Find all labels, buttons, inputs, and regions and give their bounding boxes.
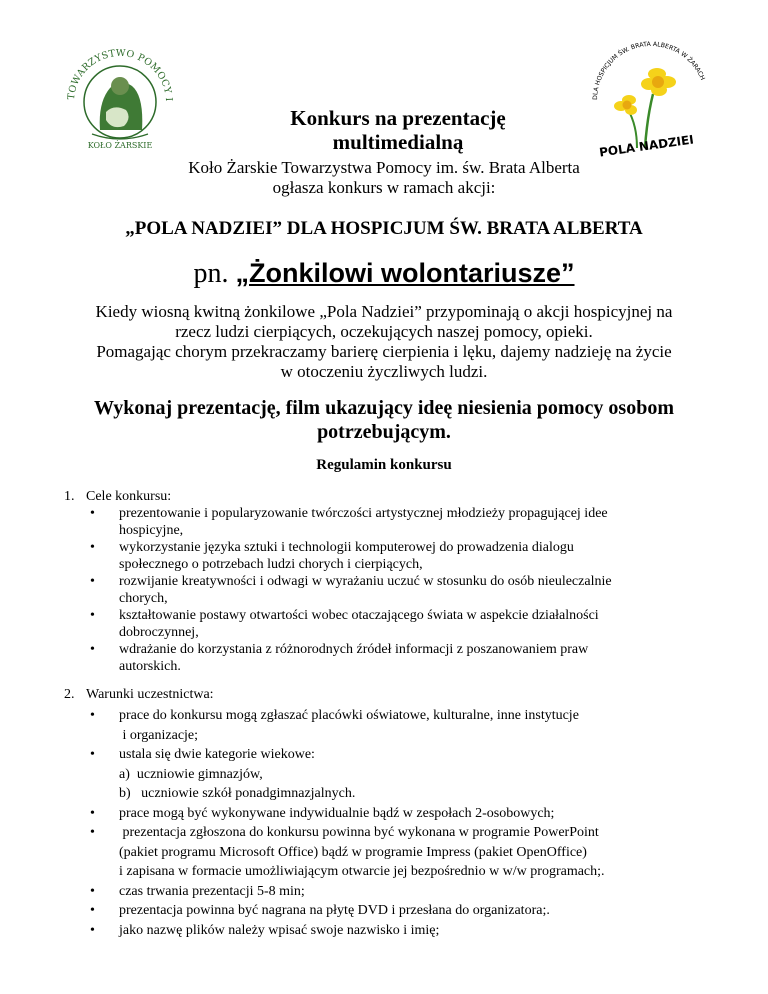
list-item: [0, 607, 659, 641]
item-text: dobroczynnej,: [119, 625, 199, 640]
list-item: [0, 706, 659, 745]
regulations-title: Regulamin konkursu: [316, 457, 452, 473]
intro-paragraph: [60, 302, 708, 382]
section-number: 2.: [64, 687, 75, 702]
item-text: czas trwania prezentacji 5-8 min;: [119, 883, 305, 899]
item-text: prezentacja zgłoszona do konkursu powinna być wykonana w programie PowerPoint: [119, 825, 599, 840]
title-line-2: multimedialną: [332, 130, 464, 154]
list-item: [0, 804, 659, 824]
list-item: [0, 573, 659, 607]
bullet-icon: •: [90, 922, 95, 938]
organizer-line-2: ogłasza konkurs w ramach akcji:: [272, 178, 496, 197]
item-text: jako nazwę plików należy wpisać swoje nazwisko i imię;: [119, 922, 440, 938]
contest-name: „Żonkilowi wolontariusze”: [235, 258, 575, 288]
list-item: [0, 882, 659, 902]
bullet-icon: •: [90, 642, 95, 657]
bullet-icon: •: [90, 540, 95, 555]
svg-text:DLA HOSPICJUM ŚW. BRATA ALBERT: [592, 41, 706, 100]
list-item: [0, 539, 659, 573]
item-text: prezentacja powinna być nagrana na płytę DVD i przesłana do organizatora;.: [119, 903, 550, 918]
society-logo-bottom-text: KOŁO ŻARSKIE: [87, 141, 153, 150]
bullet-icon: •: [90, 883, 95, 899]
society-logo-ring-text: TOWARZYSTWO POMOCY I: [65, 47, 175, 102]
action-name: „POLA NADZIEI” DLA HOSPICJUM ŚW. BRATA ALBERTA: [125, 218, 643, 239]
item-text: wykorzystanie języka sztuki i technologii komputerowej do prowadzenia dialogu: [119, 540, 574, 555]
pola-logo-bottom-text: POLA NADZIEI: [598, 132, 695, 160]
daffodil-icon: [614, 68, 676, 115]
organizer-line-1: Koło Żarskie Towarzystwa Pomocy im. św. Brata Alberta: [188, 158, 580, 177]
bullet-icon: •: [90, 805, 95, 821]
contest-subtitle: [0, 256, 768, 291]
section-1-list: [0, 505, 659, 675]
section-1-heading: [64, 488, 171, 505]
society-logo: [52, 40, 188, 156]
page-title: [226, 106, 570, 154]
item-text: prezentowanie i popularyzowanie twórczości artystycznej młodzieży propagującej idee: [119, 506, 608, 521]
subtitle-prefix: pn.: [193, 258, 236, 289]
sub-item: a) uczniowie gimnazjów,: [119, 766, 263, 782]
list-item: [0, 641, 659, 675]
bullet-icon: •: [90, 506, 95, 521]
list-item: [0, 901, 659, 921]
task-line: Wykonaj prezentację, film ukazujący ideę niesienia pomocy osobom: [94, 397, 674, 419]
item-text: (pakiet programu Microsoft Office) bądź w programie Impress (pakiet OpenOffice): [119, 844, 587, 860]
item-text: i zapisana w formacie umożliwiającym otwarcie jej bezpośrednio w w/w programach;.: [119, 864, 605, 879]
bullet-icon: •: [90, 825, 95, 840]
item-text: chorych,: [119, 591, 168, 606]
intro-line: rzecz ludzi cierpiących, oczekujących naszej pomocy, opieki.: [175, 322, 593, 341]
section-2-heading: [64, 686, 214, 703]
intro-line: w otoczeniu życzliwych ludzi.: [280, 362, 488, 381]
bullet-icon: •: [90, 708, 95, 723]
item-text: ustala się dwie kategorie wiekowe:: [119, 747, 315, 762]
item-text: prace mogą być wykonywane indywidualnie bądź w zespołach 2-osobowych;: [119, 805, 555, 821]
item-text: społecznego o potrzebach ludzi chorych i cierpiących,: [119, 557, 423, 572]
item-text: i organizacje;: [119, 727, 199, 743]
sub-item: b) uczniowie szkół ponadgimnazjalnych.: [119, 786, 356, 801]
intro-line: Kiedy wiosną kwitną żonkilowe „Pola Nadziei” przypominają o akcji hospicyjnej na: [95, 302, 673, 321]
task-line: potrzebującym.: [317, 421, 451, 443]
section-title: Cele konkursu:: [86, 489, 172, 504]
intro-line: Pomagając chorym przekraczamy barierę cierpienia i lęku, dajemy nadzieję na życie: [96, 342, 672, 361]
list-item: [0, 921, 659, 941]
item-text: rozwijanie kreatywności i odwagi w wyrażaniu uczuć w stosunku do osób nieuleczalnie: [119, 574, 612, 589]
section-2-list: [0, 706, 659, 940]
bullet-icon: •: [90, 747, 95, 762]
item-text: hospicyjne,: [119, 523, 184, 538]
item-text: wdrażanie do korzystania z różnorodnych źródeł informacji z poszanowaniem praw: [119, 642, 589, 657]
list-item: [0, 505, 659, 539]
item-text: kształtowanie postawy otwartości wobec otaczającego świata w aspekcie działalności: [119, 608, 599, 623]
item-text: autorskich.: [119, 659, 181, 674]
pola-nadziei-logo: [587, 38, 715, 164]
list-item: [0, 745, 659, 804]
task-heading: [60, 396, 708, 444]
section-title: Warunki uczestnictwa:: [86, 687, 214, 702]
bullet-icon: •: [90, 608, 95, 623]
list-item: [0, 823, 659, 882]
item-text: prace do konkursu mogą zgłaszać placówki oświatowe, kulturalne, inne instytucje: [119, 708, 579, 723]
bullet-icon: •: [90, 574, 95, 589]
pola-logo-ring-text: DLA HOSPICJUM ŚW. BRATA ALBERTA W ŻARACH: [591, 40, 706, 101]
title-line-1: Konkurs na prezentację: [290, 106, 506, 130]
bullet-icon: •: [90, 903, 95, 918]
section-number: 1.: [64, 489, 75, 504]
